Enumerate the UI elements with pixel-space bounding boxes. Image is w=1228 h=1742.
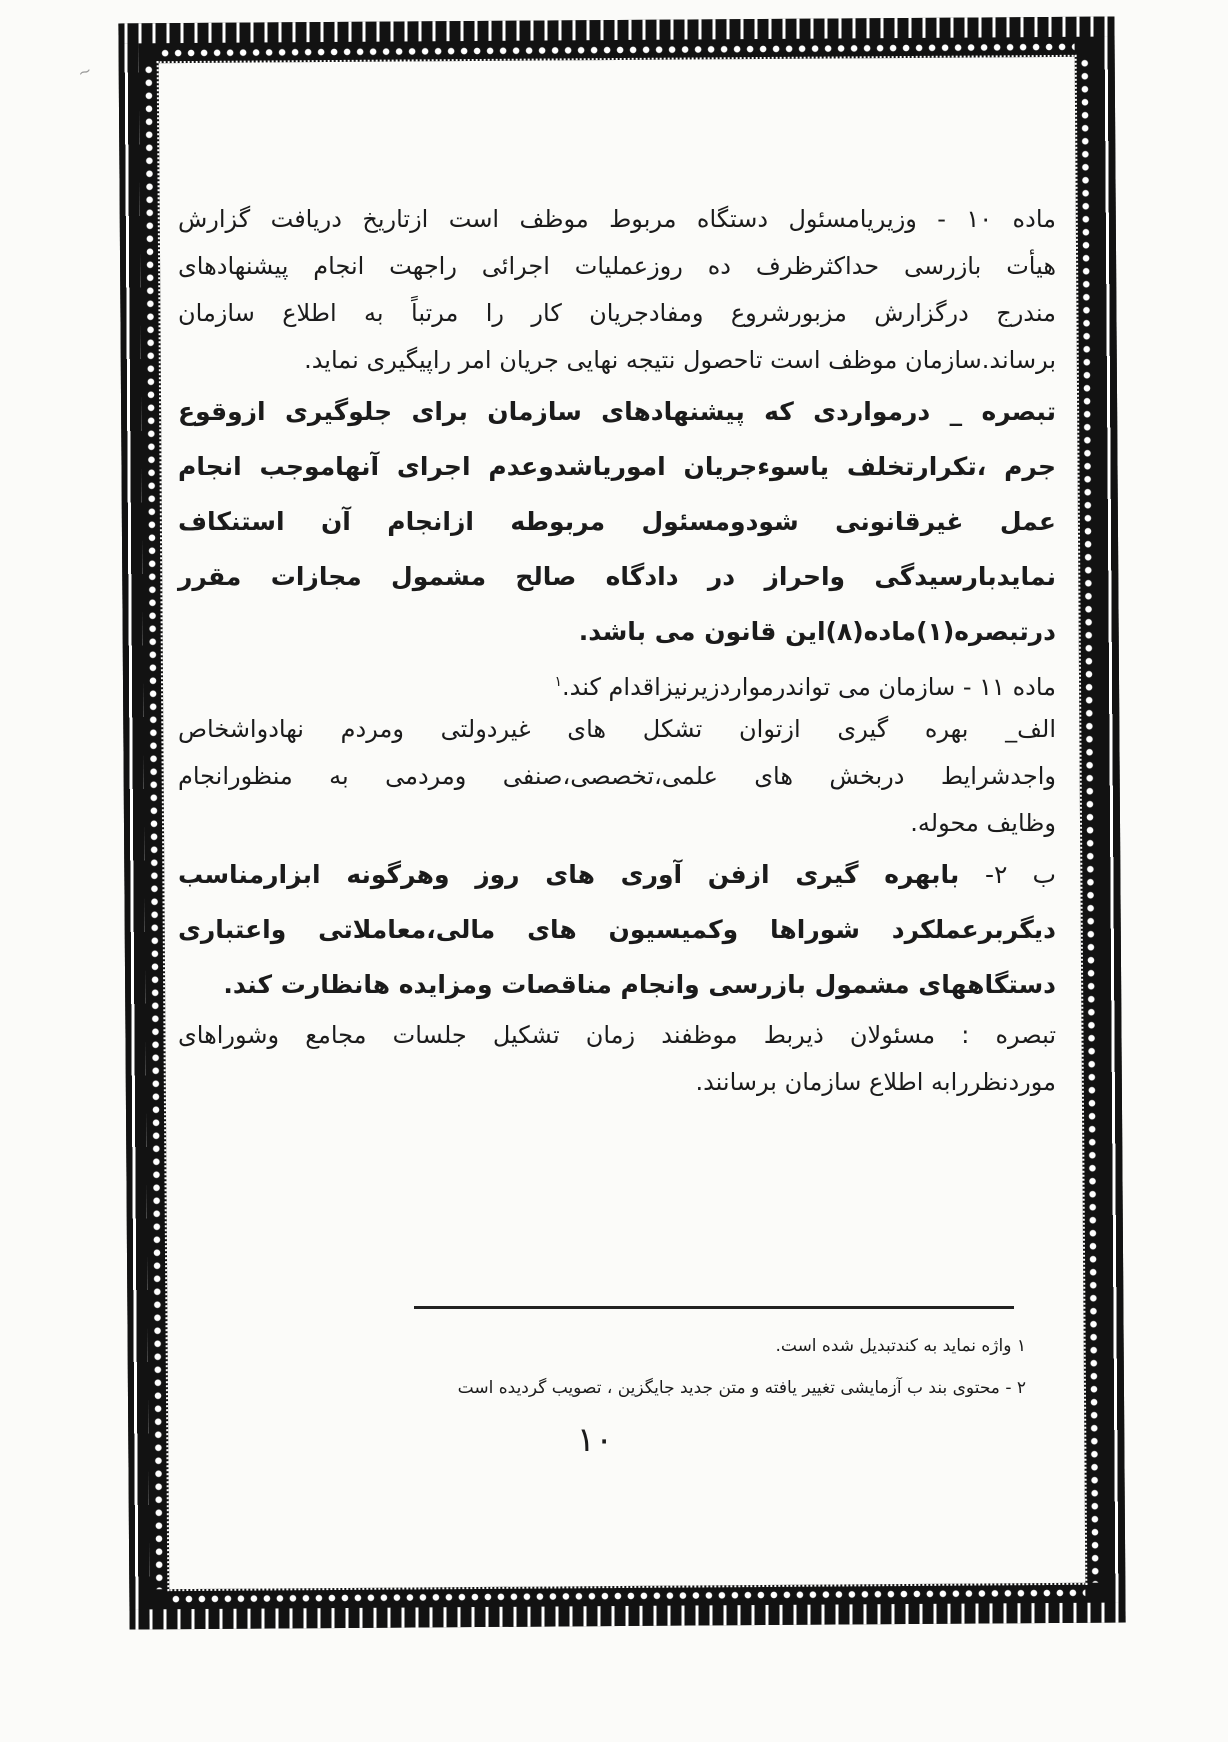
note-11-line: تبصره : مسئولان ذیربط موظفند زمان تشکیل جلسات مجامع وشوراهای — [178, 1021, 1056, 1049]
border-dots-right — [1075, 57, 1106, 1583]
footnote-2: ۲ - محتوی بند ب آزمایشی تغییر یافته و متن جدید جایگزین ، تصویب گردیده است — [457, 1378, 1026, 1398]
clause-be-text: بابهره گیری ازفن آوری های روز وهرگونه ابزارمناسب — [178, 860, 960, 889]
clause-be-line — [178, 847, 1056, 902]
footnotes — [300, 1325, 1026, 1409]
page-number: ۱۰ — [576, 1420, 614, 1460]
article-11-intro — [178, 659, 1056, 706]
note-10-line: درتبصره(۱)ماده(۸)این قانون می باشد. — [578, 617, 1056, 646]
body-text — [178, 196, 1056, 1106]
article-10-line: هیأت بازرسی حداکثرظرف ده روزعملیات اجرائی راجهت انجام پیشنهادهای — [178, 252, 1056, 280]
border-dots-left — [139, 63, 170, 1589]
scan-mark: ~ — [75, 60, 95, 83]
border-dots-bottom — [169, 1583, 1085, 1609]
clause-be-marker: ب ۲- — [985, 860, 1056, 889]
footnote-separator — [414, 1306, 1014, 1309]
clause-be-line: دستگاههای مشمول بازرسی وانجام مناقصات ومزایده هانظارت کند. — [223, 970, 1056, 999]
note-11-line: موردنظررابه اطلاع سازمان برسانند. — [695, 1068, 1056, 1096]
article-10-line: مندرج درگزارش مزبورشروع ومفادجریان کار را مرتباً به اطلاع سازمان — [178, 299, 1056, 327]
footnote-1: ۱ واژه نماید به کندتبدیل شده است. — [775, 1336, 1026, 1356]
border-dots-top — [159, 37, 1075, 63]
article-10-line: برساند.سازمان موظف است تاحصول نتیجه نهایی جریان امر راپیگیری نماید. — [304, 346, 1056, 374]
clause-be-line: دیگربرعملکرد شوراها وکمیسیون های مالی،معاملاتی واعتباری — [178, 915, 1056, 944]
note-10-line: نمایدبارسیدگی واحراز در دادگاه صالح مشمول مجازات مقرر — [178, 562, 1056, 591]
article-11-intro-text: ماده ۱۱ - سازمان می تواندرمواردزیرنیزاقدام کند. — [562, 673, 1056, 701]
note-10-line: جرم ،تکرارتخلف یاسوءجریان اموریاشدوعدم اجرای آنهاموجب انجام — [178, 452, 1056, 481]
clause-alef-line: وظایف محوله. — [910, 809, 1056, 837]
clause-alef-line: واجدشرایط دربخش های علمی،تخصصی،صنفی ومردمی به منظورانجام — [178, 762, 1056, 790]
note-10-line: عمل غیرقانونی شودومسئول مربوطه ازانجام آن استنکاف — [178, 507, 1056, 536]
footnote-ref-1: ۱ — [554, 674, 563, 690]
clause-alef-line: الف_ بهره گیری ازتوان تشکل های غیردولتی ومردم نهادواشخاص — [178, 715, 1056, 743]
article-10-line: ماده ۱۰ - وزیریامسئول دستگاه مربوط موظف است ازتاریخ دریافت گزارش — [178, 205, 1056, 233]
note-10-line: تبصره _ درمواردی که پیشنهادهای سازمان برای جلوگیری ازوقوع — [178, 397, 1056, 426]
